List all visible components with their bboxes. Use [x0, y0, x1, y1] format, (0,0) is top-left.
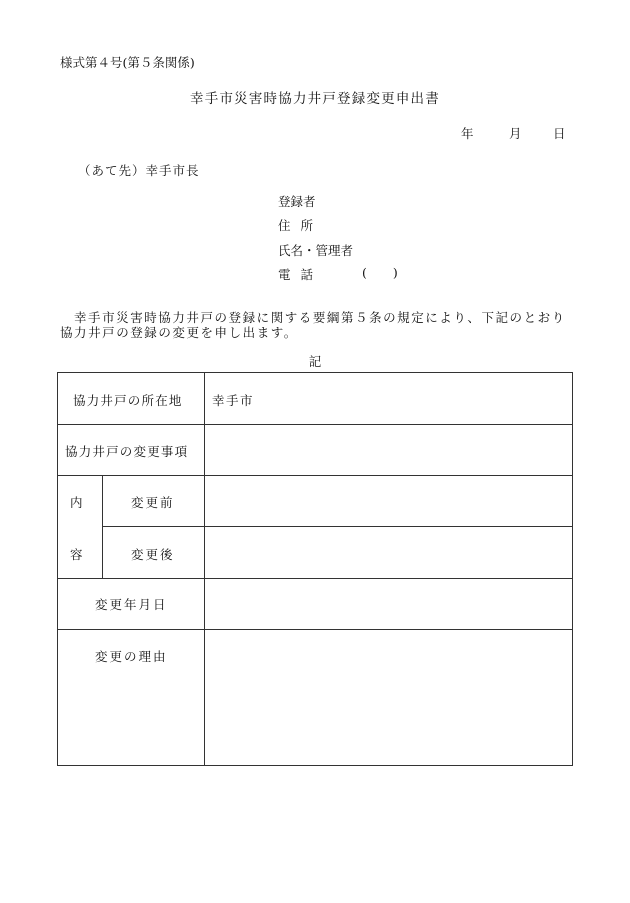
location-value: 幸手市: [212, 393, 255, 408]
table-divider: [58, 578, 572, 579]
content-label-bottom: 容: [70, 547, 83, 562]
change-date-label: 変更年月日: [95, 597, 168, 612]
phone-parentheses: (): [362, 265, 424, 280]
name-manager-label: 氏名・管理者: [278, 243, 354, 258]
detail-table: [57, 372, 573, 766]
address-label: 住所: [278, 218, 324, 233]
document-title: 幸手市災害時協力井戸登録変更申出書: [190, 91, 440, 107]
phone-label: 電話: [278, 267, 324, 282]
content-label-top: 内: [70, 495, 83, 510]
date-day: 日: [553, 126, 566, 141]
addressee: （あて先）幸手市長: [78, 163, 200, 178]
location-label: 協力井戸の所在地: [73, 393, 183, 408]
before-change-label: 変更前: [131, 495, 175, 510]
change-item-label: 協力井戸の変更事項: [65, 444, 189, 459]
body-paragraph: 幸手市災害時協力井戸の登録に関する要綱第５条の規定により、下記のとおり協力井戸の登録の変更を申し出ます。: [60, 310, 566, 340]
table-divider: [58, 424, 572, 425]
table-divider: [204, 373, 205, 765]
table-divider: [58, 629, 572, 630]
date-year: 年: [461, 126, 474, 141]
table-divider: [102, 526, 572, 527]
registrant-label: 登録者: [278, 194, 316, 209]
table-divider: [58, 475, 572, 476]
after-change-label: 変更後: [131, 547, 175, 562]
form-number: 様式第４号(第５条関係): [60, 55, 195, 70]
reason-label: 変更の理由: [95, 649, 168, 664]
ki-label: 記: [308, 354, 322, 369]
date-month: 月: [509, 126, 522, 141]
